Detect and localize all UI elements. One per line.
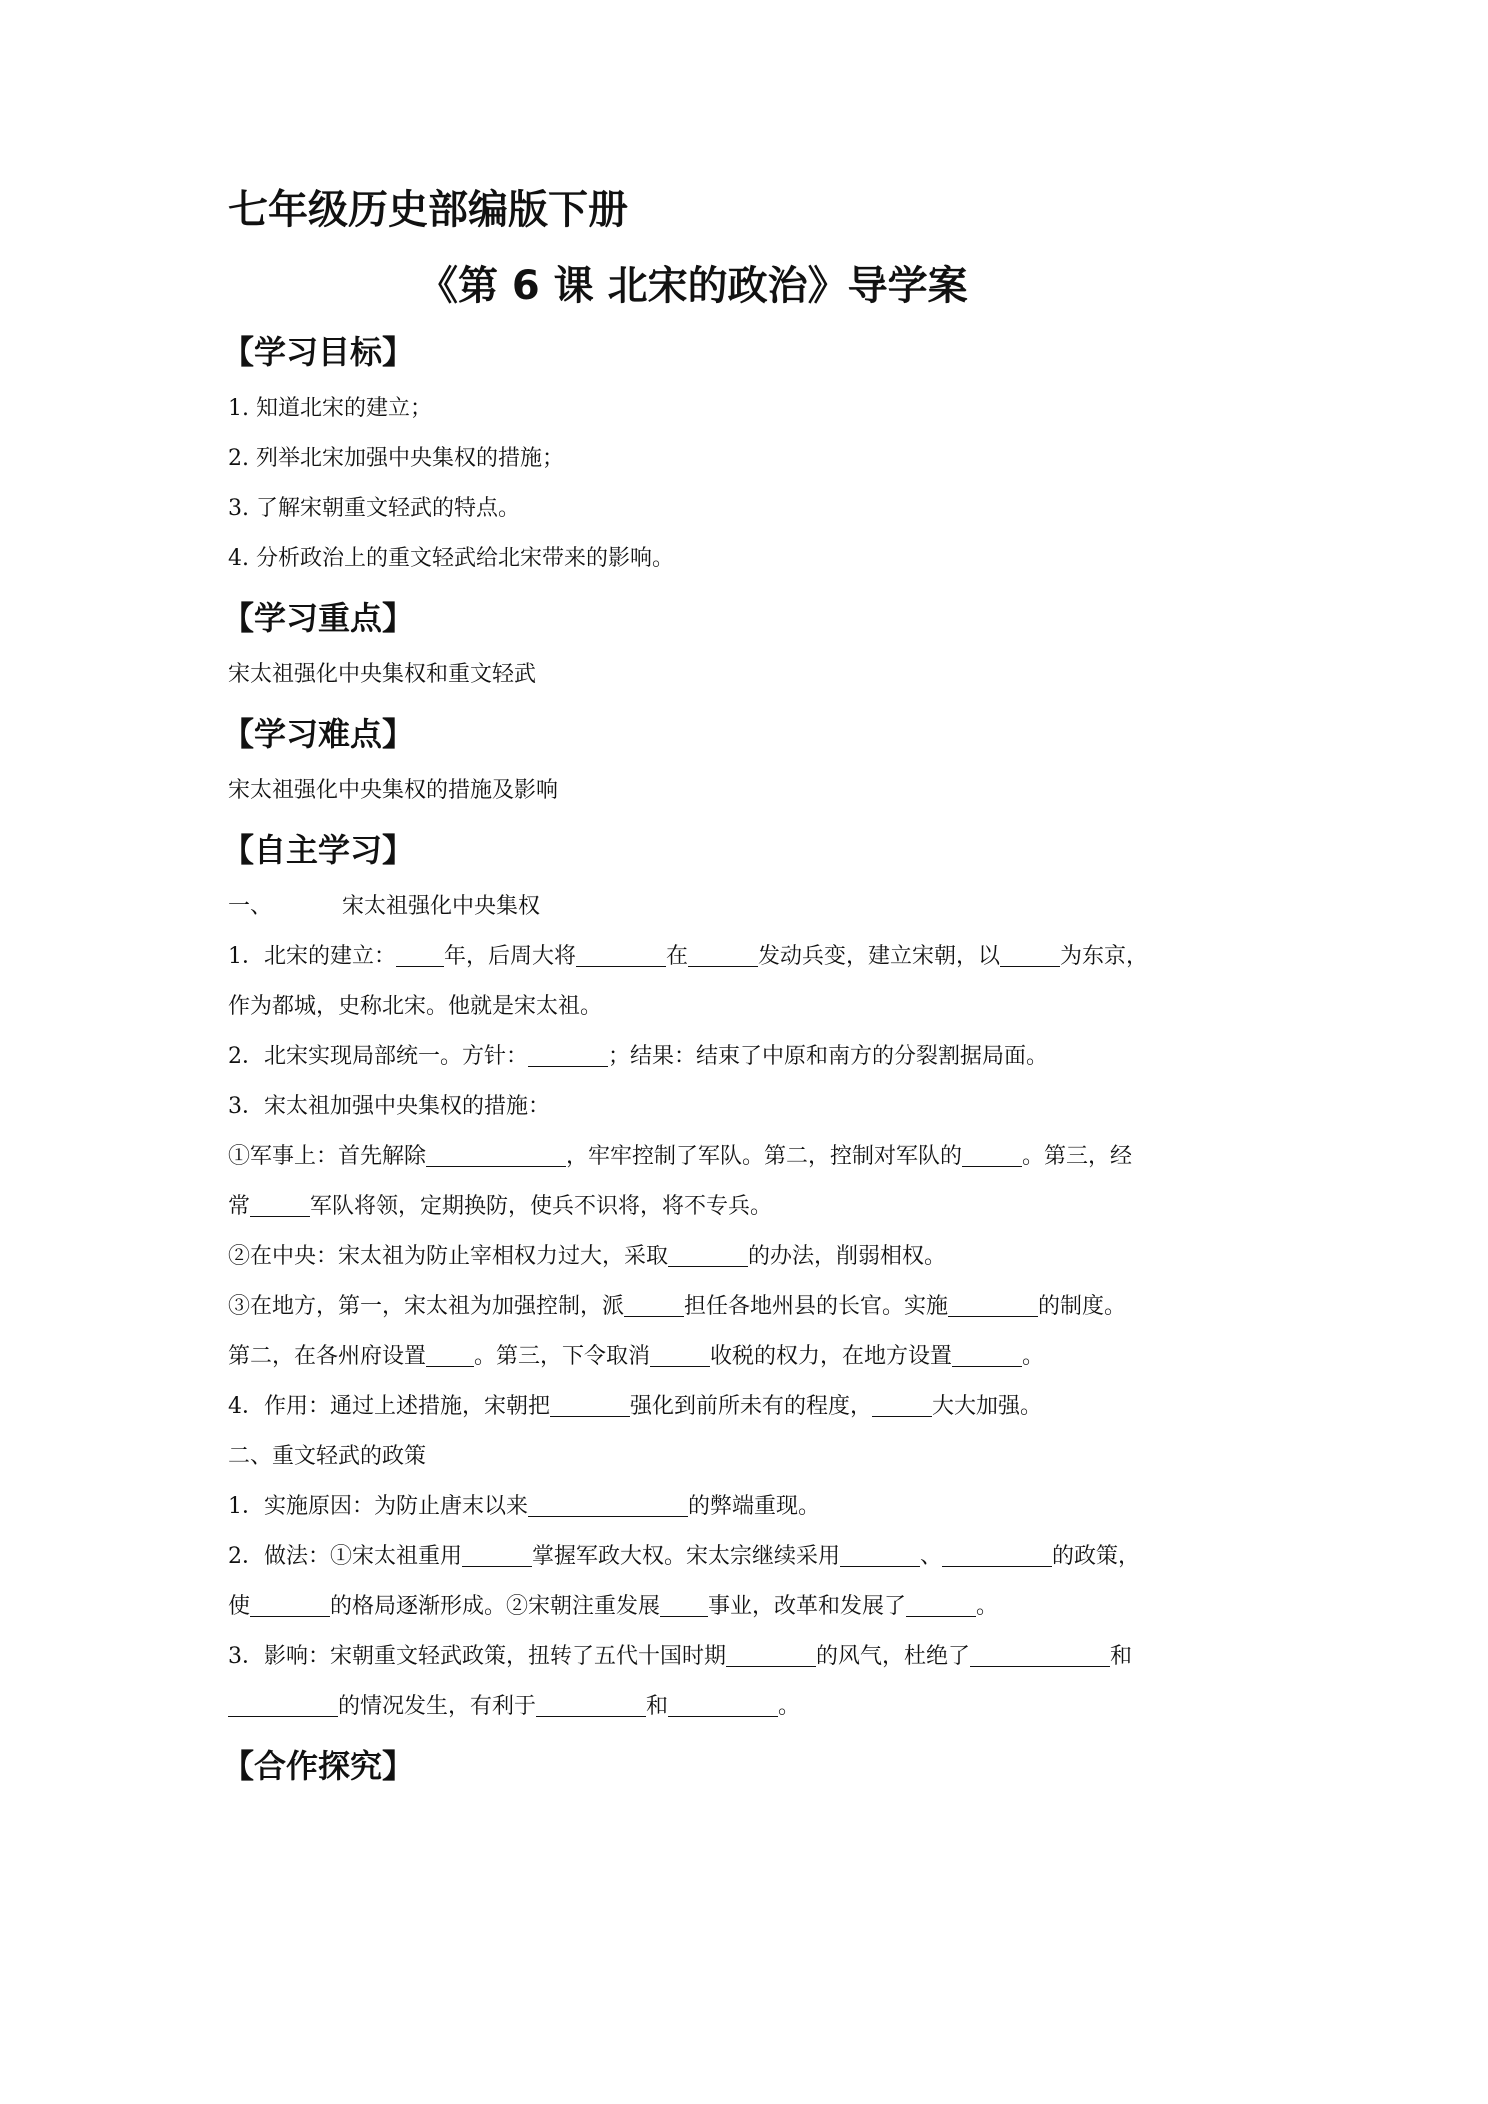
text: 为东京， — [1060, 944, 1149, 969]
text: ，牢牢控制了军队。第二，控制对军队的 — [566, 1144, 963, 1169]
question-1-1 — [228, 932, 1278, 982]
text: 事业，改革和发展了 — [708, 1594, 907, 1619]
fill-blank[interactable] — [462, 1542, 532, 1567]
question-2-2-cont — [228, 1582, 1278, 1632]
part1-heading-number: 一、 — [228, 894, 273, 919]
objective-item: 4. 分析政治上的重文轻武给北宋带来的影响。 — [228, 546, 674, 571]
fill-blank[interactable] — [528, 1492, 688, 1517]
objective-item: 3. 了解宋朝重文轻武的特点。 — [228, 496, 520, 521]
fill-blank[interactable] — [906, 1592, 976, 1617]
worksheet-page — [222, 180, 1278, 1798]
measure-local-cont — [228, 1332, 1278, 1382]
fill-blank[interactable] — [250, 1592, 330, 1617]
key-point-text: 宋太祖强化中央集权和重文轻武 — [228, 662, 537, 687]
section-objectives-heading: 【学习目标】 — [222, 333, 415, 371]
fill-blank[interactable] — [528, 1042, 608, 1067]
text: 和 — [646, 1694, 669, 1719]
fill-blank[interactable] — [948, 1292, 1038, 1317]
fill-blank[interactable] — [688, 942, 758, 967]
question-1-4 — [228, 1382, 1278, 1432]
fill-blank[interactable] — [1000, 942, 1060, 967]
lesson-title: 《第 6 课 北宋的政治》导学案 — [418, 263, 968, 309]
part1-heading-text: 宋太祖强化中央集权 — [342, 894, 541, 919]
measure-central — [228, 1232, 1278, 1282]
text: 第二，在各州府设置 — [228, 1344, 427, 1369]
text: 强化到前所未有的程度， — [630, 1394, 873, 1419]
text: ③在地方，第一，宋太祖为加强控制，派 — [228, 1294, 625, 1319]
question-2-1 — [228, 1482, 1278, 1532]
text: 担任各地州县的长官。实施 — [684, 1294, 949, 1319]
text: 。 — [1022, 1344, 1045, 1369]
text: 、 — [920, 1544, 943, 1569]
fill-blank[interactable] — [726, 1642, 816, 1667]
text: 的办法，削弱相权。 — [748, 1244, 947, 1269]
question-2-2 — [228, 1532, 1278, 1582]
fill-blank[interactable] — [536, 1692, 646, 1717]
text: 军队将领，定期换防，使兵不识将，将不专兵。 — [310, 1194, 773, 1219]
fill-blank[interactable] — [668, 1242, 748, 1267]
text: 。第三，下令取消 — [474, 1344, 651, 1369]
text: ；结果：结束了中原和南方的分裂割据局面。 — [608, 1044, 1049, 1069]
part2-heading: 二、重文轻武的政策 — [228, 1444, 427, 1469]
section-self-study-heading: 【自主学习】 — [222, 831, 415, 869]
fill-blank[interactable] — [970, 1642, 1110, 1667]
fill-blank[interactable] — [250, 1192, 310, 1217]
section-cooperation-heading: 【合作探究】 — [222, 1747, 415, 1785]
fill-blank[interactable] — [942, 1542, 1052, 1567]
objective-item: 2. 列举北宋加强中央集权的措施； — [228, 446, 564, 471]
text: ②在中央：宋太祖为防止宰相权力过大，采取 — [228, 1244, 669, 1269]
text: 的格局逐渐形成。②宋朝注重发展 — [330, 1594, 661, 1619]
text: 的弊端重现。 — [688, 1494, 821, 1519]
fill-blank[interactable] — [228, 1692, 338, 1717]
measure-local — [228, 1282, 1278, 1332]
text: 1．实施原因：为防止唐末以来 — [228, 1494, 528, 1519]
fill-blank[interactable] — [872, 1392, 932, 1417]
fill-blank[interactable] — [668, 1692, 778, 1717]
text: 。 — [778, 1694, 801, 1719]
question-2-3-cont — [228, 1682, 1278, 1732]
text: 和 — [1110, 1644, 1133, 1669]
text: 2．北宋实现局部统一。方针： — [228, 1044, 528, 1069]
text: 的风气，杜绝了 — [816, 1644, 971, 1669]
fill-blank[interactable] — [962, 1142, 1022, 1167]
fill-blank[interactable] — [840, 1542, 920, 1567]
text: 使 — [228, 1594, 251, 1619]
fill-blank[interactable] — [396, 942, 444, 967]
question-2-3 — [228, 1632, 1278, 1682]
section-key-points-heading: 【学习重点】 — [222, 599, 415, 637]
fill-blank[interactable] — [426, 1142, 566, 1167]
fill-blank[interactable] — [426, 1342, 474, 1367]
text: 的制度。 — [1038, 1294, 1127, 1319]
fill-blank[interactable] — [550, 1392, 630, 1417]
text: 收税的权力，在地方设置 — [710, 1344, 953, 1369]
text: 在 — [666, 944, 689, 969]
text: ①军事上：首先解除 — [228, 1144, 427, 1169]
text: 常 — [228, 1194, 251, 1219]
text: 。 — [976, 1594, 999, 1619]
question-1-3: 3．宋太祖加强中央集权的措施： — [228, 1094, 550, 1119]
measure-military — [228, 1132, 1278, 1182]
text: 3．影响：宋朝重文轻武政策，扭转了五代十国时期 — [228, 1644, 726, 1669]
text: 大大加强。 — [932, 1394, 1043, 1419]
text: 。第三，经 — [1022, 1144, 1133, 1169]
text: 的情况发生，有利于 — [338, 1694, 537, 1719]
question-1-1-cont: 作为都城，史称北宋。他就是宋太祖。 — [228, 994, 603, 1019]
measure-military-cont — [228, 1182, 1278, 1232]
text: 年，后周大将 — [444, 944, 577, 969]
section-difficulties-heading: 【学习难点】 — [222, 715, 415, 753]
text: 的政策， — [1052, 1544, 1141, 1569]
text: 2．做法：①宋太祖重用 — [228, 1544, 462, 1569]
fill-blank[interactable] — [576, 942, 666, 967]
fill-blank[interactable] — [952, 1342, 1022, 1367]
fill-blank[interactable] — [660, 1592, 708, 1617]
question-1-2 — [228, 1032, 1278, 1082]
fill-blank[interactable] — [624, 1292, 684, 1317]
objective-item: 1. 知道北宋的建立； — [228, 396, 432, 421]
text: 掌握军政大权。宋太宗继续采用 — [532, 1544, 841, 1569]
difficulty-text: 宋太祖强化中央集权的措施及影响 — [228, 778, 559, 803]
document-title: 七年级历史部编版下册 — [228, 187, 628, 233]
text: 发动兵变，建立宋朝，以 — [758, 944, 1001, 969]
part1-heading — [228, 882, 1278, 932]
text: 1．北宋的建立： — [228, 944, 396, 969]
text: 4．作用：通过上述措施，宋朝把 — [228, 1394, 550, 1419]
fill-blank[interactable] — [650, 1342, 710, 1367]
